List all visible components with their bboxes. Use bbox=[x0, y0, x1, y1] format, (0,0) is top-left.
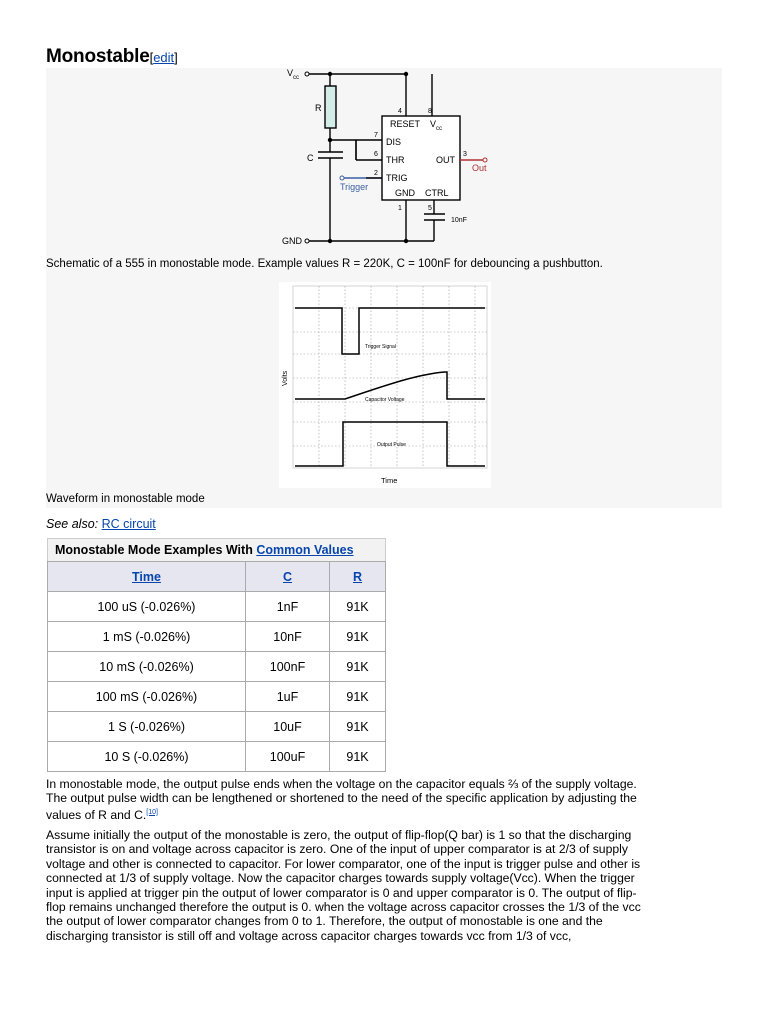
time-cell: 1 S (-0.026%) bbox=[48, 712, 246, 742]
r-cell: 91K bbox=[330, 742, 386, 772]
c-cell: 100uF bbox=[246, 742, 330, 772]
table-row bbox=[48, 742, 386, 772]
waveform-diagram bbox=[279, 282, 491, 488]
paragraph-line: connected at 1/3 of supply voltage. Now the capacitor charges towards supply voltage(Vcc). When the trigger bbox=[46, 871, 635, 886]
ic-vcc-subscript: cc bbox=[436, 126, 442, 132]
paragraph-line: discharging transistor is still off and voltage across capacitor charges towards vcc from 1/3 of vcc, bbox=[46, 928, 572, 943]
edit-section bbox=[150, 50, 178, 65]
table-caption bbox=[47, 538, 386, 561]
pin5-label: 5 bbox=[428, 205, 432, 212]
examples-table bbox=[47, 538, 386, 772]
ic-gnd-label: GND bbox=[395, 188, 415, 198]
column-header-r[interactable]: R bbox=[330, 562, 386, 592]
column-header-c[interactable]: C bbox=[246, 562, 330, 592]
ic-reset-label: RESET bbox=[390, 119, 421, 129]
output-pulse-label: Output Pulse bbox=[377, 442, 406, 448]
r-cell: 91K bbox=[330, 622, 386, 652]
out-label: Out bbox=[472, 163, 487, 173]
edit-close-bracket: ] bbox=[174, 50, 178, 65]
section-heading bbox=[46, 46, 178, 68]
paragraph-line: transistor is on and voltage across capacitor is zero. One of the input of upper comparator is at 2/3 of supply bbox=[46, 842, 628, 857]
pin1-label: 1 bbox=[398, 205, 402, 212]
ic-vcc-label: V bbox=[430, 119, 437, 129]
paragraph-line: voltage and other is connected to capacitor. For lower comparator, one of the input is trigger pulse and other is bbox=[46, 856, 641, 871]
ic-dis-label: DIS bbox=[386, 137, 402, 147]
r-cell: 91K bbox=[330, 712, 386, 742]
trigger-signal-label: Trigger Signal bbox=[365, 344, 396, 350]
gnd-label: GND bbox=[282, 236, 302, 246]
volts-axis-label: Volts bbox=[282, 370, 289, 386]
pin6-label: 6 bbox=[374, 151, 378, 158]
waveform-caption: Waveform in monostable mode bbox=[46, 493, 205, 505]
paragraph-line-text: values of R and C. bbox=[46, 807, 147, 822]
paragraph-line: In monostable mode, the output pulse ends when the voltage on the capacitor equals ⅔ of the supply voltage. bbox=[46, 777, 637, 791]
vcc-subscript: cc bbox=[293, 75, 299, 81]
paragraph-line: The output pulse width can be lengthened or shortened to the need of the specific application by adjusting the bbox=[46, 791, 637, 806]
table-caption-text: Monostable Mode Examples With bbox=[55, 543, 253, 557]
time-cell: 10 S (-0.026%) bbox=[48, 742, 246, 772]
time-cell: 100 mS (-0.026%) bbox=[48, 682, 246, 712]
c-label: C bbox=[307, 153, 314, 163]
time-cell: 10 mS (-0.026%) bbox=[48, 652, 246, 682]
ic-trig-label: TRIG bbox=[386, 173, 408, 183]
table-row bbox=[48, 682, 386, 712]
c-cell: 10uF bbox=[246, 712, 330, 742]
c-cell: 10nF bbox=[246, 622, 330, 652]
r-cell: 91K bbox=[330, 652, 386, 682]
capacitor-voltage-label: Capacitor Voltage bbox=[365, 397, 405, 403]
cap-10nf-label: 10nF bbox=[451, 217, 467, 224]
time-cell: 100 uS (-0.026%) bbox=[48, 592, 246, 622]
edit-link[interactable]: edit bbox=[153, 50, 175, 65]
ic-out-label: OUT bbox=[436, 155, 455, 165]
c-cell: 1uF bbox=[246, 682, 330, 712]
table-header-row bbox=[48, 562, 386, 592]
paragraph-line: input is applied at trigger pin the output of lower comparator is 0 and upper comparator is 0. The output of flip- bbox=[46, 885, 637, 900]
pin7-label: 7 bbox=[374, 132, 378, 139]
time-cell: 1 mS (-0.026%) bbox=[48, 622, 246, 652]
c-cell: 100nF bbox=[246, 652, 330, 682]
paragraph-output-pulse bbox=[46, 777, 722, 822]
paragraph-line: flop remains unchanged therefore the output is 0. when the voltage across capacitor crosses the 1/3 of the vcc bbox=[46, 900, 641, 915]
vcc-label: V bbox=[287, 68, 294, 78]
r-cell: 91K bbox=[330, 682, 386, 712]
edit-open-bracket: [ bbox=[149, 50, 154, 65]
reference-link[interactable]: [10] bbox=[146, 808, 158, 816]
schematic-diagram bbox=[282, 64, 502, 254]
r-label: R bbox=[315, 103, 322, 113]
ic-ctrl-label: CTRL bbox=[425, 188, 449, 198]
paragraph-operation bbox=[46, 828, 722, 943]
common-values-link[interactable]: Common Values bbox=[256, 543, 354, 557]
pin8-label: 8 bbox=[428, 108, 432, 115]
table-row bbox=[48, 622, 386, 652]
see-also-prefix: See also: bbox=[46, 517, 99, 531]
column-header-time[interactable]: Time bbox=[48, 562, 246, 592]
table-row bbox=[48, 652, 386, 682]
table-row bbox=[48, 712, 386, 742]
trigger-label: Trigger bbox=[340, 182, 369, 192]
schematic-caption: Schematic of a 555 in monostable mode. Example values R = 220K, C = 100nF for debouncing a pushbutton. bbox=[46, 258, 603, 270]
see-also bbox=[46, 517, 156, 531]
section-title: Monostable bbox=[46, 46, 150, 67]
ic-thr-label: THR bbox=[386, 155, 405, 165]
pin3-label: 3 bbox=[463, 151, 467, 158]
table-row bbox=[48, 592, 386, 622]
time-axis-label: Time bbox=[381, 476, 398, 485]
pin4-label: 4 bbox=[398, 108, 402, 115]
c-cell: 1nF bbox=[246, 592, 330, 622]
r-cell: 91K bbox=[330, 592, 386, 622]
pin2-label: 2 bbox=[374, 170, 378, 177]
paragraph-line bbox=[46, 806, 722, 822]
rc-circuit-link[interactable]: RC circuit bbox=[101, 517, 156, 531]
paragraph-line: Assume initially the output of the monostable is zero, the output of flip-flop(Q bar) is 1 so that the discharging bbox=[46, 828, 632, 842]
paragraph-line: the output of lower comparator changes from 0 to 1. Therefore, the output of monostable is one and the bbox=[46, 914, 603, 929]
